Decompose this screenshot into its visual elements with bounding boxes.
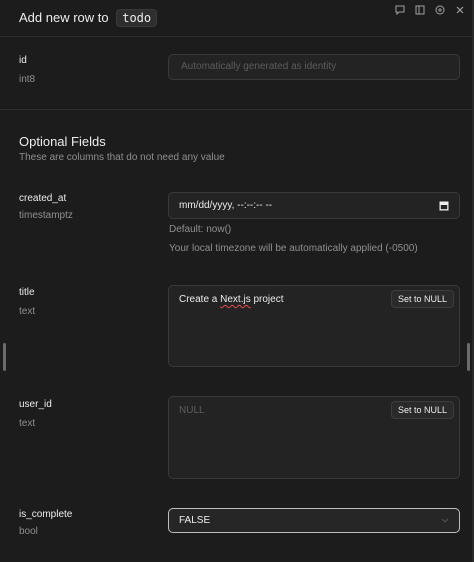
calendar-icon[interactable]	[439, 200, 449, 214]
title-textarea[interactable]	[168, 285, 460, 367]
field-type-id: int8	[19, 74, 36, 85]
created-at-timezone-hint: Your local timezone will be automatically applied (-0500)	[169, 243, 418, 254]
user-id-set-null-button[interactable]: Set to NULL	[391, 401, 454, 419]
field-name-title: title	[19, 287, 35, 298]
created-at-value: mm/dd/yyyy, --:--:-- --	[179, 200, 273, 211]
comment-icon[interactable]	[392, 2, 408, 18]
title-value-start: Create a	[179, 294, 221, 305]
optional-fields-title: Optional Fields	[19, 134, 106, 149]
id-input-placeholder: Automatically generated as identity	[181, 61, 337, 72]
title-value	[179, 294, 284, 305]
created-at-input[interactable]	[168, 192, 460, 219]
scrollbar-thumb[interactable]	[467, 343, 470, 371]
panel-header	[0, 0, 474, 37]
panel-title	[19, 9, 157, 27]
close-icon[interactable]	[452, 2, 468, 18]
field-name-id: id	[19, 55, 27, 66]
table-name-chip: todo	[116, 9, 157, 27]
panel-icon[interactable]	[412, 2, 428, 18]
field-type-title: text	[19, 306, 36, 317]
field-name-created-at: created_at	[19, 193, 67, 204]
add-circle-icon[interactable]	[432, 2, 448, 18]
field-name-is-complete: is_complete	[19, 509, 73, 520]
title-value-misspelled: Next.js	[220, 294, 251, 305]
user-id-textarea[interactable]	[168, 396, 460, 479]
user-id-placeholder: NULL	[179, 405, 205, 416]
field-type-is-complete: bool	[19, 526, 38, 537]
is-complete-value: FALSE	[179, 515, 211, 526]
section-divider	[0, 109, 474, 110]
title-value-end: project	[250, 294, 284, 305]
optional-fields-subtitle: These are columns that do not need any value	[19, 152, 225, 163]
left-resize-handle[interactable]	[3, 343, 6, 371]
panel-title-prefix: Add new row to	[19, 10, 109, 25]
chevron-down-icon	[441, 516, 449, 527]
field-name-user-id: user_id	[19, 399, 52, 410]
title-set-null-button[interactable]: Set to NULL	[391, 290, 454, 308]
header-toolbar	[392, 2, 468, 18]
field-type-user-id: text	[19, 418, 36, 429]
is-complete-select[interactable]	[168, 508, 460, 533]
field-type-created-at: timestamptz	[19, 210, 73, 221]
id-input[interactable]	[168, 54, 460, 80]
created-at-default-hint: Default: now()	[169, 224, 232, 235]
